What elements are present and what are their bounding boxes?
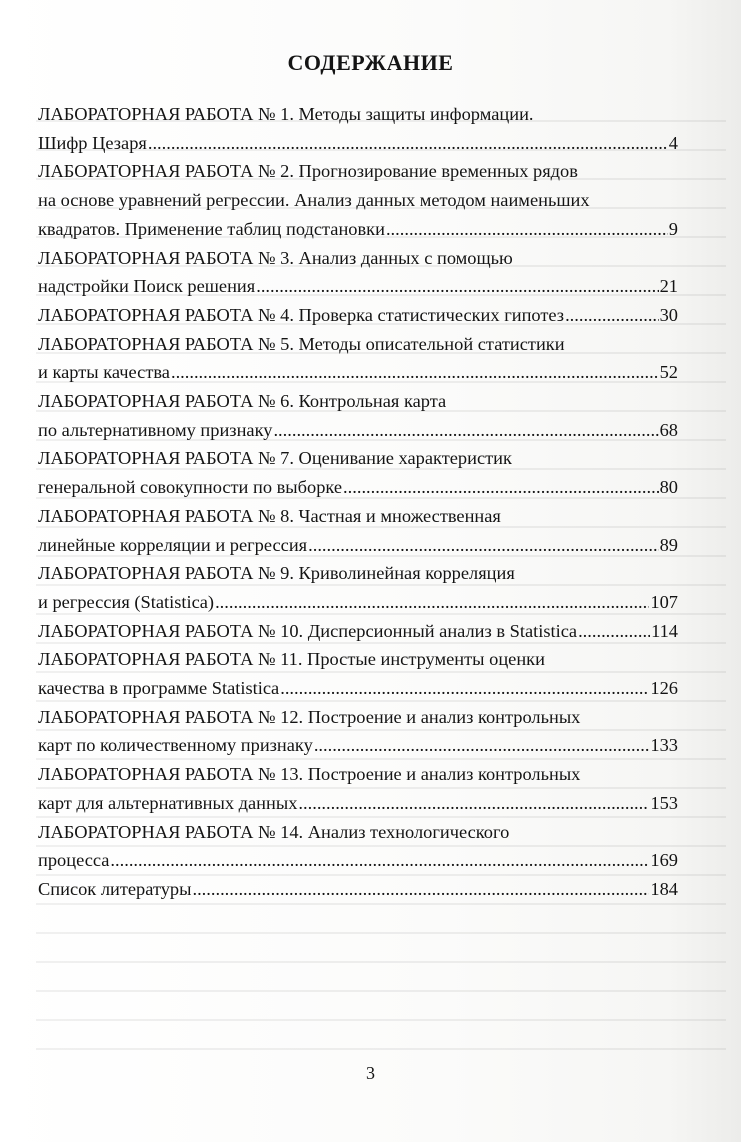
toc-entry-line: на основе уравнений регрессии. Анализ данных методом наименьших <box>38 190 590 211</box>
toc-entry-line: ЛАБОРАТОРНАЯ РАБОТА № 14. Анализ технологического <box>38 821 510 842</box>
toc-page-number: 169 <box>650 850 678 871</box>
toc-entry-last-line <box>38 473 678 502</box>
toc-entry-last-line <box>38 674 678 703</box>
toc-entry-last-line <box>38 416 678 445</box>
toc-page-number: 80 <box>659 477 678 498</box>
toc-entry-line: ЛАБОРАТОРНАЯ РАБОТА № 7. Оценивание характеристик <box>38 448 512 469</box>
toc-entry-last-line <box>38 301 678 330</box>
toc-entry-line: ЛАБОРАТОРНАЯ РАБОТА № 6. Контрольная карта <box>38 391 447 412</box>
dot-leader <box>308 531 658 560</box>
toc-entry[interactable] <box>38 301 678 330</box>
dot-leader <box>171 358 659 387</box>
toc-entry[interactable] <box>38 703 678 760</box>
toc-entry-title: и регрессия (Statistica) <box>38 591 215 612</box>
toc-entry-last-line <box>38 531 678 560</box>
toc-entry[interactable] <box>38 330 678 387</box>
toc-entry-line: ЛАБОРАТОРНАЯ РАБОТА № 13. Построение и анализ контрольных <box>38 764 581 785</box>
dot-leader <box>110 846 649 875</box>
toc-entry-last-line <box>38 875 678 904</box>
toc-page-number: 133 <box>650 735 678 756</box>
dot-leader <box>386 215 668 244</box>
toc-page-number: 184 <box>650 878 678 899</box>
dot-leader <box>343 473 659 502</box>
toc-entry[interactable] <box>38 244 678 301</box>
toc-entry-title: Список литературы <box>38 878 192 899</box>
toc-page-number: 107 <box>650 591 678 612</box>
toc-page-number: 21 <box>659 276 678 297</box>
dot-leader <box>148 129 668 158</box>
toc-entry-title: ЛАБОРАТОРНАЯ РАБОТА № 10. Дисперсионный анализ в Statistica <box>38 620 578 641</box>
toc-title: СОДЕРЖАНИЕ <box>287 50 454 75</box>
dot-leader <box>273 416 658 445</box>
toc-page-number: 68 <box>659 419 678 440</box>
toc-entry[interactable] <box>38 617 678 646</box>
toc-page-number: 4 <box>668 132 678 153</box>
toc-entry-title: линейные корреляции и регрессия <box>38 534 308 555</box>
toc-entry-title: процесса <box>38 850 110 871</box>
toc-page-number: 30 <box>659 304 678 325</box>
toc-entry-title: надстройки Поиск решения <box>38 276 256 297</box>
toc-entry-last-line <box>38 129 678 158</box>
toc-entry[interactable] <box>38 502 678 559</box>
toc-entry[interactable] <box>38 559 678 616</box>
toc-page-number: 153 <box>650 792 678 813</box>
toc-entry-last-line <box>38 272 678 301</box>
page-number: 3 <box>366 1063 375 1083</box>
dot-leader <box>565 301 659 330</box>
toc-entry[interactable] <box>38 100 678 157</box>
toc-entry-title: ЛАБОРАТОРНАЯ РАБОТА № 4. Проверка статистических гипотез <box>38 304 565 325</box>
toc-page-number: 114 <box>651 620 678 641</box>
toc-entry[interactable] <box>38 387 678 444</box>
dot-leader <box>578 617 650 646</box>
toc-entry-line: ЛАБОРАТОРНАЯ РАБОТА № 8. Частная и множественная <box>38 505 501 526</box>
toc-entry-title: Шифр Цезаря <box>38 132 147 153</box>
dot-leader <box>314 731 650 760</box>
toc-entry[interactable] <box>38 444 678 501</box>
toc-entry-last-line <box>38 789 678 818</box>
toc-entry[interactable] <box>38 157 678 243</box>
dot-leader <box>192 875 649 904</box>
toc-entry[interactable] <box>38 760 678 817</box>
toc-entry-line: ЛАБОРАТОРНАЯ РАБОТА № 9. Криволинейная корреляция <box>38 563 515 584</box>
toc-entry-title: качества в программе Statistica <box>38 678 280 699</box>
toc-page-number: 126 <box>650 678 678 699</box>
toc-entry-line: ЛАБОРАТОРНАЯ РАБОТА № 11. Простые инструменты оценки <box>38 649 545 670</box>
toc-entry-title: по альтернативному признаку <box>38 419 273 440</box>
dot-leader <box>280 674 649 703</box>
toc-entry-last-line <box>38 846 678 875</box>
toc-entry[interactable] <box>38 645 678 702</box>
toc-entry-line: ЛАБОРАТОРНАЯ РАБОТА № 1. Методы защиты информации. <box>38 104 534 124</box>
toc-entry-line: ЛАБОРАТОРНАЯ РАБОТА № 12. Построение и анализ контрольных <box>38 706 581 727</box>
toc-entry-title: и карты качества <box>38 362 170 383</box>
toc-page-number: 9 <box>668 218 678 239</box>
dot-leader <box>215 588 649 617</box>
toc-entry[interactable] <box>38 818 678 875</box>
toc-entry-last-line <box>38 617 678 646</box>
toc-entry-line: ЛАБОРАТОРНАЯ РАБОТА № 5. Методы описательной статистики <box>38 333 565 354</box>
toc-entry-title: карт по количественному признаку <box>38 735 313 756</box>
toc-entry-line: ЛАБОРАТОРНАЯ РАБОТА № 3. Анализ данных с помощью <box>38 247 513 268</box>
dot-leader <box>298 789 649 818</box>
table-of-contents <box>38 100 678 904</box>
toc-entry-last-line <box>38 731 678 760</box>
toc-entry-line: ЛАБОРАТОРНАЯ РАБОТА № 2. Прогнозирование временных рядов <box>38 161 578 182</box>
toc-page-number: 52 <box>659 362 678 383</box>
toc-entry-title: генеральной совокупности по выборке <box>38 477 343 498</box>
toc-entry-title: квадратов. Применение таблиц подстановки <box>38 218 385 239</box>
toc-entry-last-line <box>38 215 678 244</box>
toc-entry[interactable] <box>38 875 678 904</box>
toc-entry-title: карт для альтернативных данных <box>38 792 298 813</box>
toc-entry-last-line <box>38 588 678 617</box>
dot-leader <box>256 272 658 301</box>
toc-page-number: 89 <box>659 534 678 555</box>
toc-entry-last-line <box>38 358 678 387</box>
